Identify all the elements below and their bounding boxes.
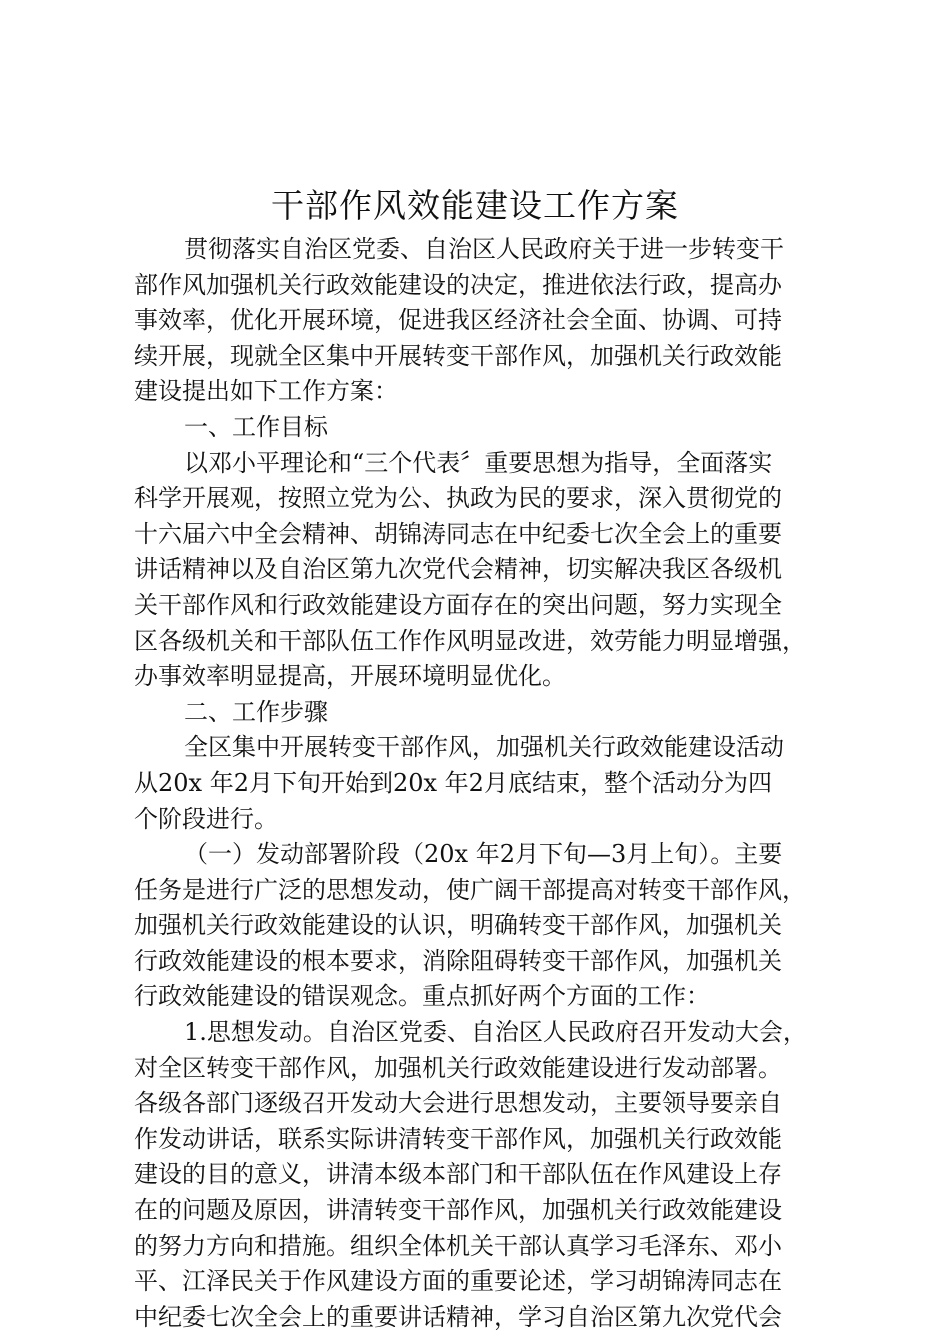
paragraph-line: 作发动讲话，联系实际讲清转变干部作风，加强机关行政效能 (134, 1124, 782, 1153)
paragraph-line: 十六届六中全会精神、胡锦涛同志在中纪委七次全会上的重要 (134, 519, 782, 548)
paragraph-line: 对全区转变干部作风，加强机关行政效能建设进行发动部署。 (134, 1053, 782, 1082)
paragraph-line: 行政效能建设的错误观念。重点抓好两个方面的工作： (134, 982, 710, 1011)
paragraph-line: 从20x 年2月下旬开始到20x 年2月底结束，整个活动分为四 (134, 768, 772, 797)
paragraph-line: 的努力方向和措施。组织全体机关干部认真学习毛泽东、邓小 (134, 1231, 782, 1260)
paragraph-line: 1.思想发动。自治区党委、自治区人民政府召开发动大会， (184, 1018, 807, 1047)
paragraph-line: 行政效能建设的根本要求，消除阻碍转变干部作风，加强机关 (134, 946, 782, 975)
paragraph-line: 中纪委七次全会上的重要讲话精神，学习自治区第九次党代会 (134, 1302, 782, 1331)
paragraph-line: 平、江泽民关于作风建设方面的重要论述，学习胡锦涛同志在 (134, 1267, 782, 1296)
paragraph-line: 以邓小平理论和“三个代表〞重要思想为指导，全面落实 (184, 448, 773, 477)
paragraph-line: 讲话精神以及自治区第九次党代会精神，切实解决我区各级机 (134, 555, 782, 584)
document-body (134, 232, 834, 1335)
paragraph-line: 贯彻落实自治区党委、自治区人民政府关于进一步转变干 (184, 235, 784, 263)
paragraph-line: （一）发动部署阶段（20x 年2月下旬—3月上旬）。主要 (184, 840, 783, 869)
paragraph-line: 个阶段进行。 (134, 804, 278, 833)
paragraph-line: 全区集中开展转变干部作风，加强机关行政效能建设活动 (184, 733, 784, 762)
paragraph-line: 任务是进行广泛的思想发动，使广阔干部提高对转变干部作风， (134, 875, 806, 904)
paragraph-line: 关干部作风和行政效能建设方面存在的突出问题，努力实现全 (134, 590, 782, 619)
paragraph-line: 加强机关行政效能建设的认识，明确转变干部作风，加强机关 (134, 911, 782, 940)
paragraph-line: 在的问题及原因，讲清转变干部作风，加强机关行政效能建设 (134, 1196, 782, 1225)
paragraph-line: 建设的目的意义，讲清本级本部门和干部队伍在作风建设上存 (134, 1160, 782, 1189)
section-heading: 一、工作目标 (184, 412, 328, 441)
paragraph-line: 续开展，现就全区集中开展转变干部作风，加强机关行政效能 (134, 341, 782, 370)
paragraph-line: 办事效率明显提高，开展环境明显优化。 (134, 662, 566, 691)
document-title: 干部作风效能建设工作方案 (271, 186, 679, 225)
section-heading: 二、工作步骤 (184, 697, 328, 726)
paragraph-line: 科学开展观，按照立党为公、执政为民的要求，深入贯彻党的 (134, 484, 782, 513)
paragraph-line: 部作风加强机关行政效能建设的决定，推进依法行政，提高办 (134, 270, 782, 299)
paragraph-line: 事效率，优化开展环境，促进我区经济社会全面、协调、可持 (134, 306, 782, 335)
paragraph-line: 建设提出如下工作方案： (134, 377, 398, 406)
paragraph-line: 各级各部门逐级召开发动大会进行思想发动，主要领导要亲自 (134, 1089, 782, 1118)
paragraph-line: 区各级机关和干部队伍工作作风明显改进，效劳能力明显增强， (134, 626, 806, 655)
